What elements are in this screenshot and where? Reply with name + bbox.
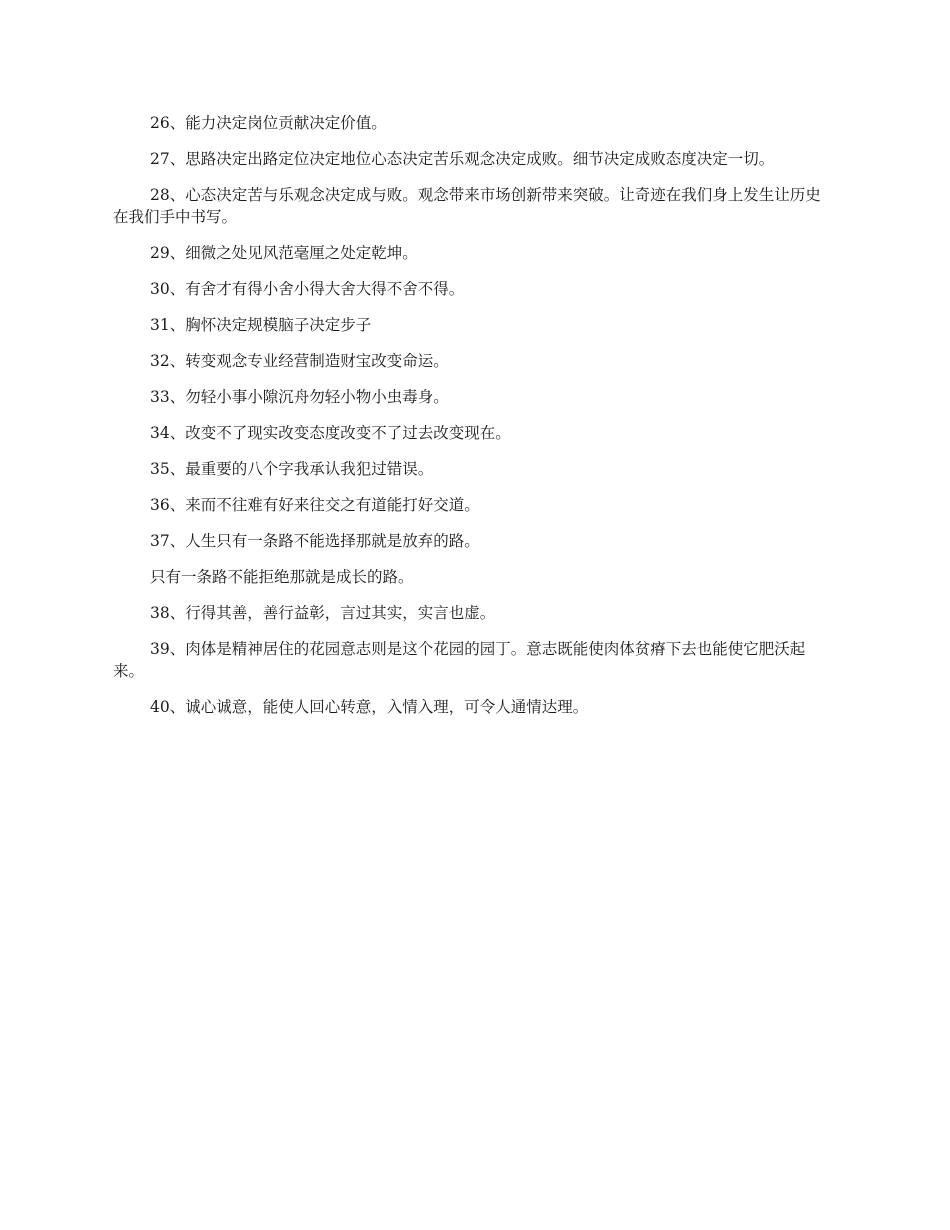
paragraph-32: 32、转变观念专业经营制造财宝改变命运。 [150, 352, 449, 370]
paragraph-35: 35、最重要的八个字我承认我犯过错误。 [150, 460, 434, 478]
paragraph-30: 30、有舍才有得小舍小得大舍大得不舍不得。 [150, 280, 465, 298]
paragraph-38: 38、行得其善，善行益彰，言过其实，实言也虚。 [150, 604, 496, 622]
paragraph-40: 40、诚心诚意，能使人回心转意，入情入理，可令人通情达理。 [150, 698, 589, 716]
paragraph-26: 26、能力决定岗位贡献决定价值。 [150, 114, 387, 132]
paragraph-27: 27、思路决定出路定位决定地位心态决定苦乐观念决定成败。细节决定成败态度决定一切。 [150, 150, 775, 168]
paragraph-39: 39、肉体是精神居住的花园意志则是这个花园的园丁。意志既能使肉体贫瘠下去也能使它肥沃起来。 [113, 640, 806, 680]
document-body [113, 112, 828, 732]
paragraph-33: 33、勿轻小事小隙沉舟勿轻小物小虫毒身。 [150, 388, 449, 406]
paragraph-31: 31、胸怀决定规模脑子决定步子 [150, 316, 372, 334]
paragraph-29: 29、细微之处见风范毫厘之处定乾坤。 [150, 244, 418, 262]
paragraph-36: 36、来而不往难有好来往交之有道能打好交道。 [150, 496, 480, 514]
paragraph-34: 34、改变不了现实改变态度改变不了过去改变现在。 [150, 424, 511, 442]
paragraph-37: 37、人生只有一条路不能选择那就是放弃的路。 [150, 532, 480, 550]
paragraph-37-continued: 只有一条路不能拒绝那就是成长的路。 [150, 568, 414, 586]
paragraph-28: 28、心态决定苦与乐观念决定成与败。观念带来市场创新带来突破。让奇迹在我们身上发生让历史在我们手中书写。 [113, 186, 821, 226]
